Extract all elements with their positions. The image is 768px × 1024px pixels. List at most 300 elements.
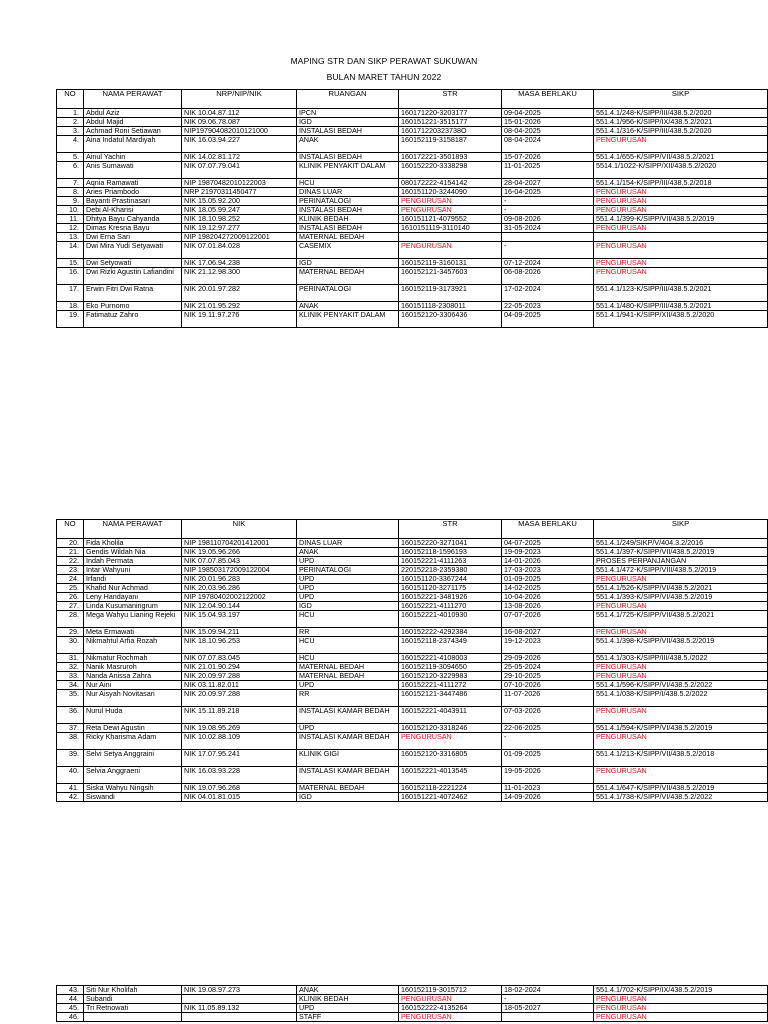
cell-sikp: 551.4.1/738-K/SIPP/VI/438.5.2/2022 (594, 793, 768, 802)
cell-sikp: PENGURUSAN (594, 733, 768, 750)
cell-sikp: 551.4.1/123-K/SIPP/III/438.5.2/2021 (594, 285, 768, 302)
cell-str: 160152221-4111272 (399, 681, 502, 690)
cell-sikp: 551.4.1/956-K/SIPP/IX/438.5.2/2021 (594, 118, 768, 127)
table-header-row (57, 90, 768, 109)
cell-masa-berlaku: 19-05-2026 (502, 767, 594, 784)
cell-sikp: PENGURUSAN (594, 188, 768, 197)
nama-header: NAMA PERAWAT (84, 520, 182, 539)
cell-nik: NIK 21.12.98.300 (182, 268, 297, 285)
cell-nik: NIK 21.01.95.292 (182, 302, 297, 311)
cell-str: PENGURUSAN (399, 242, 502, 259)
cell-nik: NIK 20.01.97.282 (182, 285, 297, 302)
table-row (57, 793, 768, 802)
cell-ruangan: INSTALASI BEDAH (297, 127, 399, 136)
cell-nik: NIK 15.04.93.197 (182, 611, 297, 628)
cell-str: 160172221-3501893 (399, 153, 502, 162)
cell-masa-berlaku: 09-04-2025 (502, 109, 594, 118)
cell-no: 21. (57, 548, 84, 557)
cell-nik: NIK 20.09.97.288 (182, 672, 297, 681)
cell-sikp: PENGURUSAN (594, 575, 768, 584)
cell-nik: NIK 07.07.79.041 (182, 162, 297, 179)
cell-nik: NIK 20.03.96.286 (182, 584, 297, 593)
cell-nama: Erwin Fitri Dwi Ratna (84, 285, 182, 302)
cell-sikp: PENGURUSAN (594, 224, 768, 233)
cell-str: PENGURUSAN (399, 197, 502, 206)
table-row (57, 566, 768, 575)
cell-str: 160152119-3173921 (399, 285, 502, 302)
cell-ruangan: DINAS LUAR (297, 539, 399, 548)
table-row (57, 637, 768, 654)
cell-sikp: 551.4.1/038-K/SIPP/I/438.5.2/2022 (594, 690, 768, 707)
cell-ruangan: ANAK (297, 986, 399, 995)
cell-no: 13. (57, 233, 84, 242)
cell-no: 24. (57, 575, 84, 584)
cell-ruangan: MATERNAL BEDAH (297, 268, 399, 285)
cell-no: 25. (57, 584, 84, 593)
cell-nik: NRP 21970311450477 (182, 188, 297, 197)
cell-sikp: 551.4.1/393-K/SIPP/VI/438.5.2/2019 (594, 593, 768, 602)
cell-ruangan: INSTALASI BEDAH (297, 153, 399, 162)
cell-no: 11. (57, 215, 84, 224)
nurse-table-3 (56, 985, 768, 1022)
cell-nama: Nikmahtul Arfia Rozah (84, 637, 182, 654)
cell-ruangan: UPD (297, 593, 399, 602)
cell-ruangan: KLINIK PENYAKIT DALAM (297, 162, 399, 179)
cell-no: 12. (57, 224, 84, 233)
cell-nama: Dimas Kresna Bayu (84, 224, 182, 233)
cell-no: 19. (57, 311, 84, 328)
cell-nama: Aries Priambodo (84, 188, 182, 197)
cell-ruangan: DINAS LUAR (297, 188, 399, 197)
cell-sikp: PROSES PERPANJANGAN (594, 557, 768, 566)
cell-nama: Intar Wahyuni (84, 566, 182, 575)
cell-masa-berlaku: 18-02-2024 (502, 986, 594, 995)
cell-str: 160151221-3515177 (399, 118, 502, 127)
cell-no: 43. (57, 986, 84, 995)
cell-str: 160152119-3094650 (399, 663, 502, 672)
cell-ruangan: INSTALASI KAMAR BEDAH (297, 733, 399, 750)
cell-nama: Selvia Anggraeni (84, 767, 182, 784)
cell-ruangan: HCU (297, 654, 399, 663)
cell-masa-berlaku: 15-07-2026 (502, 153, 594, 162)
nama-header: NAMA PERAWAT (84, 90, 182, 109)
cell-nik: NIK 17.07.95.241 (182, 750, 297, 767)
cell-sikp: PENGURUSAN (594, 602, 768, 611)
table-row (57, 1013, 768, 1022)
cell-nama: Nanik Masruroh (84, 663, 182, 672)
cell-ruangan: RR (297, 628, 399, 637)
cell-no: 36. (57, 707, 84, 724)
cell-str: 160152221-4010930 (399, 611, 502, 628)
masa-berlaku-header: MASA BERLAKU (502, 90, 594, 109)
cell-nama: Dwi Mira Yudi Setyawati (84, 242, 182, 259)
cell-sikp: 551.4.1/398-K/SIPP/VII/438.5.2/2019 (594, 637, 768, 654)
cell-nik: NIK 20.01.96.283 (182, 575, 297, 584)
cell-nama: Aina Indatul Mardiyah (84, 136, 182, 153)
cell-nama: Nur Aisyah Novitasari (84, 690, 182, 707)
cell-sikp: 551.4.1/472-K/SIPP/VIII/438.5.2/2019 (594, 566, 768, 575)
cell-nik: NIK 11.05.89.132 (182, 1004, 297, 1013)
cell-ruangan: IGD (297, 259, 399, 268)
cell-ruangan: ANAK (297, 302, 399, 311)
cell-no: 3. (57, 127, 84, 136)
table-row (57, 153, 768, 162)
cell-masa-berlaku: - (502, 995, 594, 1004)
table-row (57, 681, 768, 690)
cell-no: 30. (57, 637, 84, 654)
cell-nama: Aqnia Ramawati (84, 179, 182, 188)
cell-no: 35. (57, 690, 84, 707)
cell-nik (182, 995, 297, 1004)
table-row (57, 233, 768, 242)
cell-nik: NIK 07.07.85.043 (182, 557, 297, 566)
table-row (57, 311, 768, 328)
cell-nama: Nikmatur Rochmah (84, 654, 182, 663)
cell-ruangan: PERINATALOGI (297, 197, 399, 206)
cell-nama: Abdul Majid (84, 118, 182, 127)
cell-masa-berlaku: 11-01-2025 (502, 162, 594, 179)
cell-sikp: PENGURUSAN (594, 242, 768, 259)
cell-ruangan: HCU (297, 637, 399, 654)
cell-masa-berlaku (502, 1013, 594, 1022)
table-row (57, 188, 768, 197)
cell-masa-berlaku: 13-08-2026 (502, 602, 594, 611)
cell-no: 9. (57, 197, 84, 206)
table-row (57, 302, 768, 311)
cell-str: 160152222-4135264 (399, 1004, 502, 1013)
cell-nama: Gendis Wildah Nia (84, 548, 182, 557)
cell-str: 160152120-3229983 (399, 672, 502, 681)
table-row (57, 663, 768, 672)
cell-sikp: 551.4.1/941-K/SIPP/XII/438.5.2/2020 (594, 311, 768, 328)
table-row (57, 179, 768, 188)
cell-no: 41. (57, 784, 84, 793)
cell-ruangan: MATERNAL BEDAH (297, 672, 399, 681)
cell-nama: Siska Wahyu Ningsih (84, 784, 182, 793)
cell-str: 160171220323738O (399, 127, 502, 136)
cell-no: 23. (57, 566, 84, 575)
cell-masa-berlaku: 28-04-2027 (502, 179, 594, 188)
cell-no: 20. (57, 539, 84, 548)
table-row (57, 995, 768, 1004)
cell-masa-berlaku: 01-09-2025 (502, 575, 594, 584)
cell-ruangan: INSTALASI BEDAH (297, 224, 399, 233)
cell-str: 160152120-3306436 (399, 311, 502, 328)
cell-masa-berlaku: 07-10-2026 (502, 681, 594, 690)
cell-str: 080172222-4154142 (399, 179, 502, 188)
cell-nik: NIK 17.06.94.238 (182, 259, 297, 268)
table-row (57, 162, 768, 179)
cell-ruangan: STAFF (297, 1013, 399, 1022)
table-row (57, 224, 768, 233)
cell-no: 31. (57, 654, 84, 663)
cell-ruangan: UPD (297, 1004, 399, 1013)
cell-str: 160152222-4292384 (399, 628, 502, 637)
cell-no: 37. (57, 724, 84, 733)
cell-sikp: 551.4.1/397-K/SIPP/VII/438.5.2/2019 (594, 548, 768, 557)
cell-nik: NIK 20.09.97.288 (182, 690, 297, 707)
cell-nama: Meta Ermawati (84, 628, 182, 637)
cell-masa-berlaku: 07-12-2024 (502, 259, 594, 268)
table-row (57, 259, 768, 268)
cell-sikp: PENGURUSAN (594, 628, 768, 637)
cell-ruangan: MATERNAL BEDAH (297, 784, 399, 793)
cell-nik: NIK 18.10.96.253 (182, 637, 297, 654)
table-row (57, 593, 768, 602)
cell-sikp: PENGURUSAN (594, 1013, 768, 1022)
ruangan-header (297, 520, 399, 539)
cell-masa-berlaku: 19-09-2023 (502, 548, 594, 557)
cell-ruangan: IPCN (297, 109, 399, 118)
cell-str: 160171220-3203177 (399, 109, 502, 118)
cell-str (399, 233, 502, 242)
cell-sikp: 551.4.1/316-K/SIPP/III/438.5.2/2020 (594, 127, 768, 136)
cell-masa-berlaku: 14-02-2025 (502, 584, 594, 593)
cell-no: 29. (57, 628, 84, 637)
cell-no: 45. (57, 1004, 84, 1013)
cell-nik: NIP 19870482010122003 (182, 179, 297, 188)
cell-nama: Nanda Anissa Zahra (84, 672, 182, 681)
table-row (57, 557, 768, 566)
nik-header: NRP/NIP/NIK (182, 90, 297, 109)
table-row (57, 215, 768, 224)
cell-ruangan: PERINATALOGI (297, 566, 399, 575)
cell-nik: NIP 198110704201412001 (182, 539, 297, 548)
cell-nik: NIK 09.06.78.087 (182, 118, 297, 127)
cell-masa-berlaku: 22-05-2023 (502, 302, 594, 311)
cell-nama: Leny Handayani (84, 593, 182, 602)
cell-ruangan: UPD (297, 724, 399, 733)
cell-str: PENGURUSAN (399, 206, 502, 215)
no-header: NO (57, 90, 84, 109)
cell-no: 32. (57, 663, 84, 672)
table-row (57, 690, 768, 707)
cell-ruangan: CASEMIX (297, 242, 399, 259)
cell-no: 28. (57, 611, 84, 628)
cell-nik: NIK 15.09.94.211 (182, 628, 297, 637)
cell-no: 27. (57, 602, 84, 611)
cell-sikp: PENGURUSAN (594, 995, 768, 1004)
table-row (57, 767, 768, 784)
cell-masa-berlaku: 07-07-2026 (502, 611, 594, 628)
cell-masa-berlaku: 29-10-2025 (502, 672, 594, 681)
cell-ruangan: MATERNAL BEDAH (297, 663, 399, 672)
sikp-header: SIKP (594, 90, 768, 109)
cell-sikp: PENGURUSAN (594, 136, 768, 153)
cell-masa-berlaku: 14-01-2026 (502, 557, 594, 566)
cell-sikp: PENGURUSAN (594, 672, 768, 681)
cell-masa-berlaku: 08-04-2024 (502, 136, 594, 153)
cell-nama: Dhitya Bayu Cahyanda (84, 215, 182, 224)
cell-masa-berlaku: 16-04-2025 (502, 188, 594, 197)
table-row (57, 628, 768, 637)
table-row (57, 654, 768, 663)
cell-str: 160152221-4111263 (399, 557, 502, 566)
cell-ruangan: KLINIK BEDAH (297, 995, 399, 1004)
cell-nama: Mega Wahyu Lianing Rejeki (84, 611, 182, 628)
cell-masa-berlaku: 14-09-2026 (502, 793, 594, 802)
cell-ruangan: ANAK (297, 548, 399, 557)
table-row (57, 242, 768, 259)
table-row (57, 575, 768, 584)
cell-ruangan: ANAK (297, 136, 399, 153)
str-header: STR (399, 520, 502, 539)
cell-no: 10. (57, 206, 84, 215)
cell-sikp: 551.4.1/213-K/SIPP/VII/438.5.2/2018 (594, 750, 768, 767)
cell-no: 8. (57, 188, 84, 197)
cell-nama: Fatimatuz Zahro (84, 311, 182, 328)
table-row (57, 986, 768, 995)
cell-sikp: 551.4.1/647-K/SIPP/VII/438.5.2/2019 (594, 784, 768, 793)
cell-sikp: PENGURUSAN (594, 259, 768, 268)
cell-str: 160151118-2308011 (399, 302, 502, 311)
cell-ruangan: UPD (297, 681, 399, 690)
cell-nik: NIP 19780402002122002 (182, 593, 297, 602)
cell-sikp: 551.4.1/249/SIKP/V/404.3.2/2016 (594, 539, 768, 548)
cell-nik: NIK 18.05.99.247 (182, 206, 297, 215)
cell-nama: Khafid Nur Achmad (84, 584, 182, 593)
table-row (57, 584, 768, 593)
cell-nik: NIK 19.12.97.277 (182, 224, 297, 233)
cell-masa-berlaku: 07-03-2026 (502, 707, 594, 724)
cell-str: 160152120-3316805 (399, 750, 502, 767)
cell-ruangan: UPD (297, 557, 399, 566)
cell-sikp: 551.4.1/303-K/SIPP/III/438.5./2022 (594, 654, 768, 663)
cell-nama: Nurul Huda (84, 707, 182, 724)
cell-nik: NIK 14.02.81.172 (182, 153, 297, 162)
cell-sikp: PENGURUSAN (594, 663, 768, 672)
cell-str: 160152221-4111270 (399, 602, 502, 611)
cell-str: PENGURUSAN (399, 733, 502, 750)
table-row (57, 750, 768, 767)
cell-nama: Fida Kholila (84, 539, 182, 548)
cell-nik: NIK 15.05.92.200 (182, 197, 297, 206)
cell-sikp: PENGURUSAN (594, 767, 768, 784)
cell-no: 16. (57, 268, 84, 285)
cell-str: PENGURUSAN (399, 995, 502, 1004)
table-row (57, 197, 768, 206)
table-row (57, 724, 768, 733)
table-row (57, 285, 768, 302)
cell-no: 15. (57, 259, 84, 268)
cell-str: PENGURUSAN (399, 1013, 502, 1022)
table-row (57, 136, 768, 153)
cell-str: 1610151119-3110140 (399, 224, 502, 233)
cell-nama: Tri Retnowati (84, 1004, 182, 1013)
document-title: MAPING STR DAN SIKP PERAWAT SUKUWAN (290, 56, 478, 66)
cell-no: 33. (57, 672, 84, 681)
cell-nama: Debi Al-Kharisi (84, 206, 182, 215)
table-row (57, 118, 768, 127)
cell-no: 38. (57, 733, 84, 750)
cell-no: 39. (57, 750, 84, 767)
table-row (57, 707, 768, 724)
cell-masa-berlaku: 29-09-2026 (502, 654, 594, 663)
table-row (57, 548, 768, 557)
nurse-table-2 (56, 519, 768, 802)
cell-sikp: 551.4.1/596-K/SIPP/VI/438.5.2/2022 (594, 681, 768, 690)
cell-ruangan: PERINATALOGI (297, 285, 399, 302)
cell-masa-berlaku: - (502, 242, 594, 259)
cell-nik: NIK 03.11.82.011 (182, 681, 297, 690)
cell-masa-berlaku: 04-09-2025 (502, 311, 594, 328)
cell-no: 22. (57, 557, 84, 566)
nik-header: NIK (182, 520, 297, 539)
cell-sikp: 551.4.1/725-K/SIPP/VII/438.5.2/2021 (594, 611, 768, 628)
cell-nama: Dwi Setyowati (84, 259, 182, 268)
cell-ruangan: HCU (297, 179, 399, 188)
cell-sikp: PENGURUSAN (594, 197, 768, 206)
cell-no: 44. (57, 995, 84, 1004)
cell-str: 160151221-4072462 (399, 793, 502, 802)
cell-ruangan: INSTALASI KAMAR BEDAH (297, 767, 399, 784)
cell-nama: Selvi Setya Anggraini (84, 750, 182, 767)
cell-nama: Ricky Kharisma Adam (84, 733, 182, 750)
cell-ruangan: KLINIK GIGI (297, 750, 399, 767)
sikp-header: SIKP (594, 520, 768, 539)
table-row (57, 672, 768, 681)
cell-no: 26. (57, 593, 84, 602)
cell-nama: Bayanti Prastinasari (84, 197, 182, 206)
cell-str: 160152118-1596193 (399, 548, 502, 557)
cell-str: 160152221-4108003 (399, 654, 502, 663)
cell-nik: NIK 07.07.83.045 (182, 654, 297, 663)
cell-str: 160151120-3367244 (399, 575, 502, 584)
cell-no: 14. (57, 242, 84, 259)
cell-no: 18. (57, 302, 84, 311)
cell-ruangan: HCU (297, 611, 399, 628)
cell-nama: Irfandi (84, 575, 182, 584)
table-row (57, 1004, 768, 1013)
cell-str: 160152221-4043911 (399, 707, 502, 724)
document-subtitle: BULAN MARET TAHUN 2022 (326, 72, 442, 82)
cell-nama: Subandi (84, 995, 182, 1004)
cell-nik: NIK 19.11.97.276 (182, 311, 297, 328)
cell-str: 160152121-3447486 (399, 690, 502, 707)
cell-str: 160152220-3338298 (399, 162, 502, 179)
cell-ruangan: IGD (297, 118, 399, 127)
table-row (57, 733, 768, 750)
cell-str: 160152118-2221224 (399, 784, 502, 793)
cell-nik: NIK 04.01.81.015 (182, 793, 297, 802)
cell-nik: NIK 19.07.96.268 (182, 784, 297, 793)
cell-str: 160152119-3015712 (399, 986, 502, 995)
cell-masa-berlaku (502, 233, 594, 242)
cell-nama: Eko Purnomo (84, 302, 182, 311)
cell-masa-berlaku: 15-01-2026 (502, 118, 594, 127)
cell-ruangan: KLINIK PENYAKIT DALAM (297, 311, 399, 328)
cell-sikp: 551.4.1/526-K/SIPP/VI/438.5.2/2021 (594, 584, 768, 593)
cell-str: 160151120-3244090 (399, 188, 502, 197)
cell-no: 42. (57, 793, 84, 802)
cell-masa-berlaku: 22-06-2025 (502, 724, 594, 733)
cell-nik: NIP 198204272009122001 (182, 233, 297, 242)
table-row (57, 109, 768, 118)
no-header: NO (57, 520, 84, 539)
cell-sikp: 551.4.1/594-K/SIPP/VI/438.5.2/2019 (594, 724, 768, 733)
cell-ruangan: INSTALASI KAMAR BEDAH (297, 707, 399, 724)
table-row (57, 784, 768, 793)
cell-str: 160151120-3271175 (399, 584, 502, 593)
cell-no: 34. (57, 681, 84, 690)
cell-str: 220152218-2359380 (399, 566, 502, 575)
cell-ruangan: MATERNAL BEDAH (297, 233, 399, 242)
cell-nik: NIK 16.03.94.227 (182, 136, 297, 153)
cell-ruangan: KLINIK BEDAH (297, 215, 399, 224)
cell-masa-berlaku: 17-02-2024 (502, 285, 594, 302)
cell-nama: Indah Permata (84, 557, 182, 566)
cell-str: 160152119-3158187 (399, 136, 502, 153)
